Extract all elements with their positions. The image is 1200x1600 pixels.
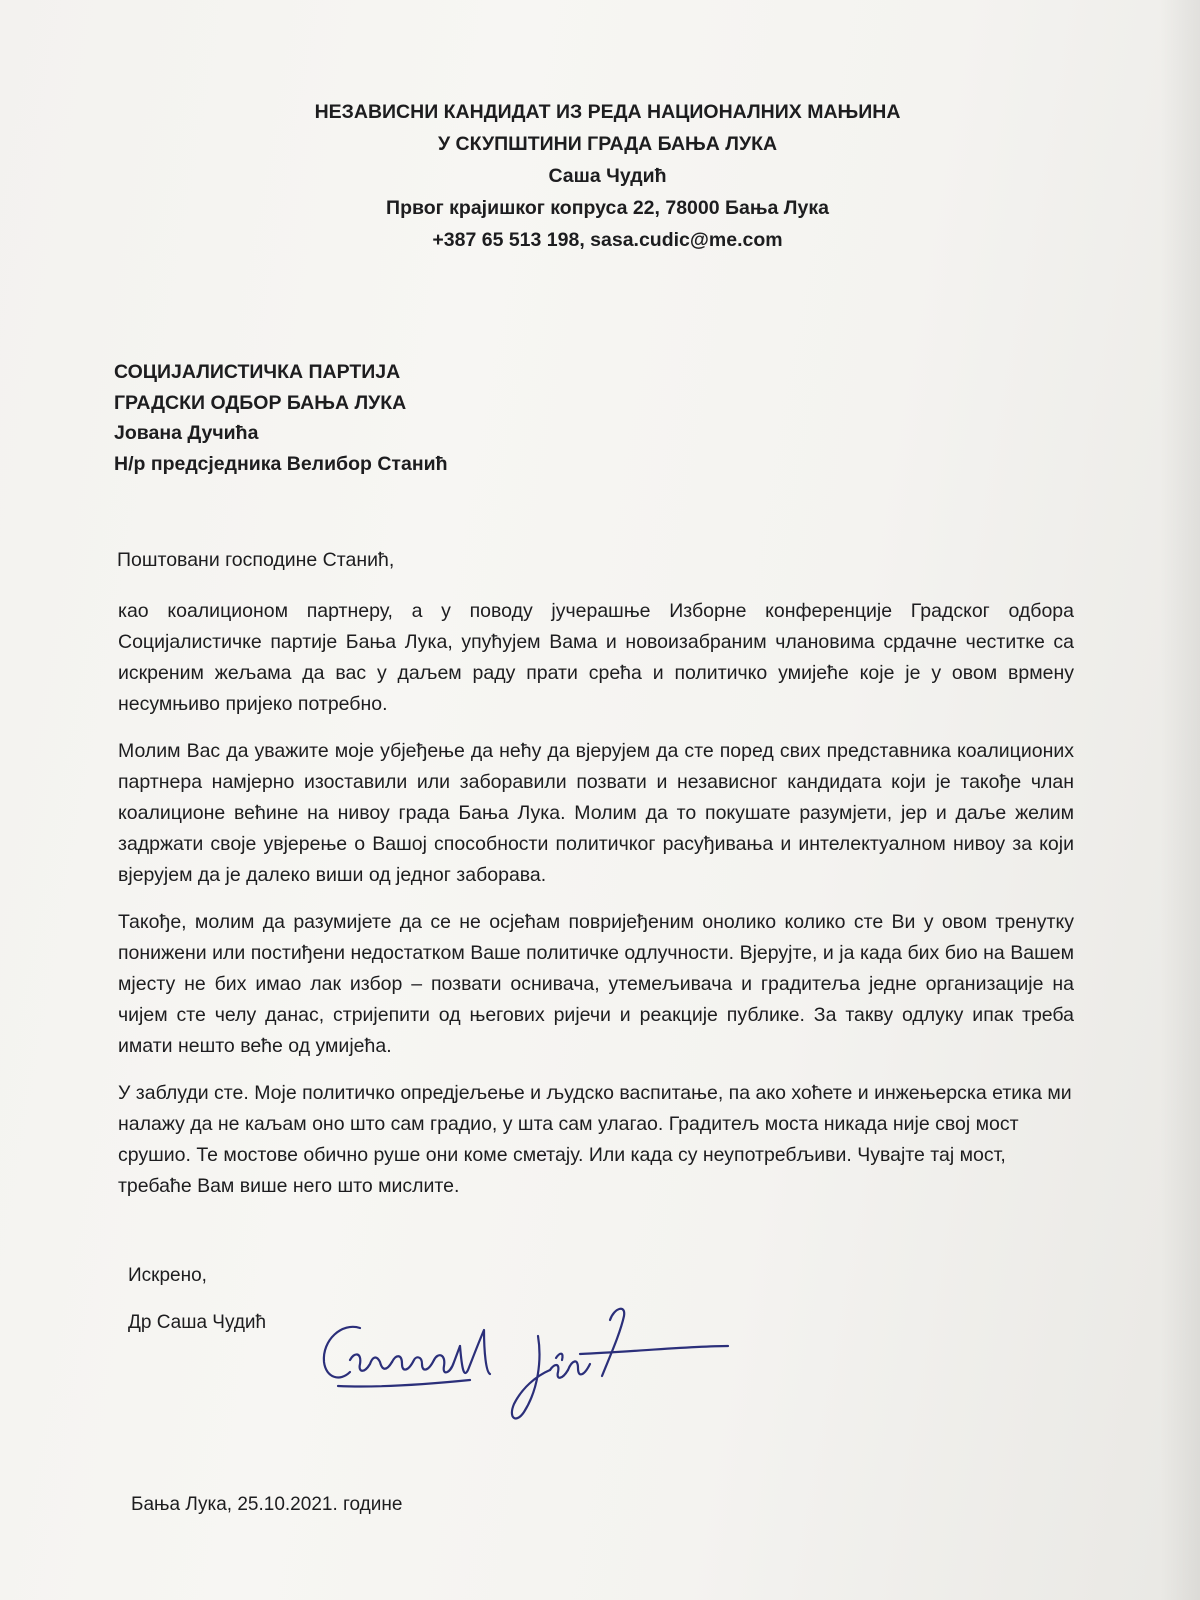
paragraph-1: као коалиционом партнеру, а у поводу јучерашње Изборне конференције Градског одбора Социјалистичке партије Бања Лука, упућујем Вама и новоизабраним члановима срдачне честитке са искреним жељама да вас у даљем раду прати срећа и политичко умијеће које је у овом врмену несумњиво пријеко потребно. bbox=[118, 600, 1074, 715]
place-and-date: Бања Лука, 25.10.2021. године bbox=[131, 1494, 403, 1515]
letterhead-address: Првог крајишког копруса 22, 78000 Бања Лука bbox=[386, 197, 829, 219]
signer-name: Др Саша Чудић bbox=[128, 1312, 267, 1333]
recipient-line-2: ГРАДСКИ ОДБОР БАЊА ЛУКА bbox=[114, 391, 407, 414]
greeting: Поштовани господине Станић, bbox=[117, 549, 395, 571]
recipient-line-1: СОЦИЈАЛИСТИЧКА ПАРТИЈА bbox=[114, 361, 401, 383]
recipient-line-4: Н/р предсједника Велибор Станић bbox=[114, 452, 448, 475]
closing: Искрено, bbox=[128, 1265, 207, 1286]
letterhead-name: Саша Чудић bbox=[548, 165, 667, 187]
recipient-line-3: Јована Дучића bbox=[114, 422, 259, 444]
paragraph-2: Молим Вас да уважите моје убјеђење да нећу да вјерујем да сте поред свих представника коалиционих партнера намјерно изоставили или заборавили позвати и независног кандидата који је такође члан коалиционе већине на нивоу града Бања Лука. Молим да то покушате разумјети, јер и даље желим задржати своје увјерење о Вашој способности политичког расуђивања и интелектуалном нивоу за који вјерујем да је далеко виши од једног заборава. bbox=[118, 740, 1074, 886]
letterhead bbox=[0, 96, 1200, 256]
letter-body bbox=[118, 596, 1074, 1218]
paragraph-4: У заблуди сте. Моје политичко опредјељење и људско васпитање, па ако хоћете и инжењерска етика ми налажу да не каљам оно што сам градио, у шта сам улагао. Градитељ моста никада није свој мост срушио. Те мостове обично руше они коме сметају. Или када су неупотребљиви. Чувајте тај мост, требаће Вам више него што мислите. bbox=[118, 1082, 1072, 1197]
letterhead-line-1: НЕЗАВИСНИ КАНДИДАТ ИЗ РЕДА НАЦИОНАЛНИХ МАЊИНА bbox=[314, 101, 901, 123]
letterhead-line-2: У СКУПШТИНИ ГРАДА БАЊА ЛУКА bbox=[437, 133, 778, 155]
paragraph-3: Такође, молим да разумијете да се не осјећам повријеђеним онолико колико сте Ви у овом тренутку понижени или постиђени недостатком Ваше политичке одлучности. Вјерујте, и ја када бих био на Вашем мјесту не бих имао лак избор – позвати оснивача, утемељивача и градитеља једне организације на чијем сте челу данас, стријепити од његових ријечи и реакције публике. За такву одлуку ипак треба имати нешто веће од умијећа. bbox=[118, 911, 1074, 1057]
handwritten-signature bbox=[310, 1300, 760, 1450]
letterhead-contact: +387 65 513 198, sasa.cudic@me.com bbox=[432, 229, 783, 251]
recipient-block bbox=[114, 357, 448, 479]
